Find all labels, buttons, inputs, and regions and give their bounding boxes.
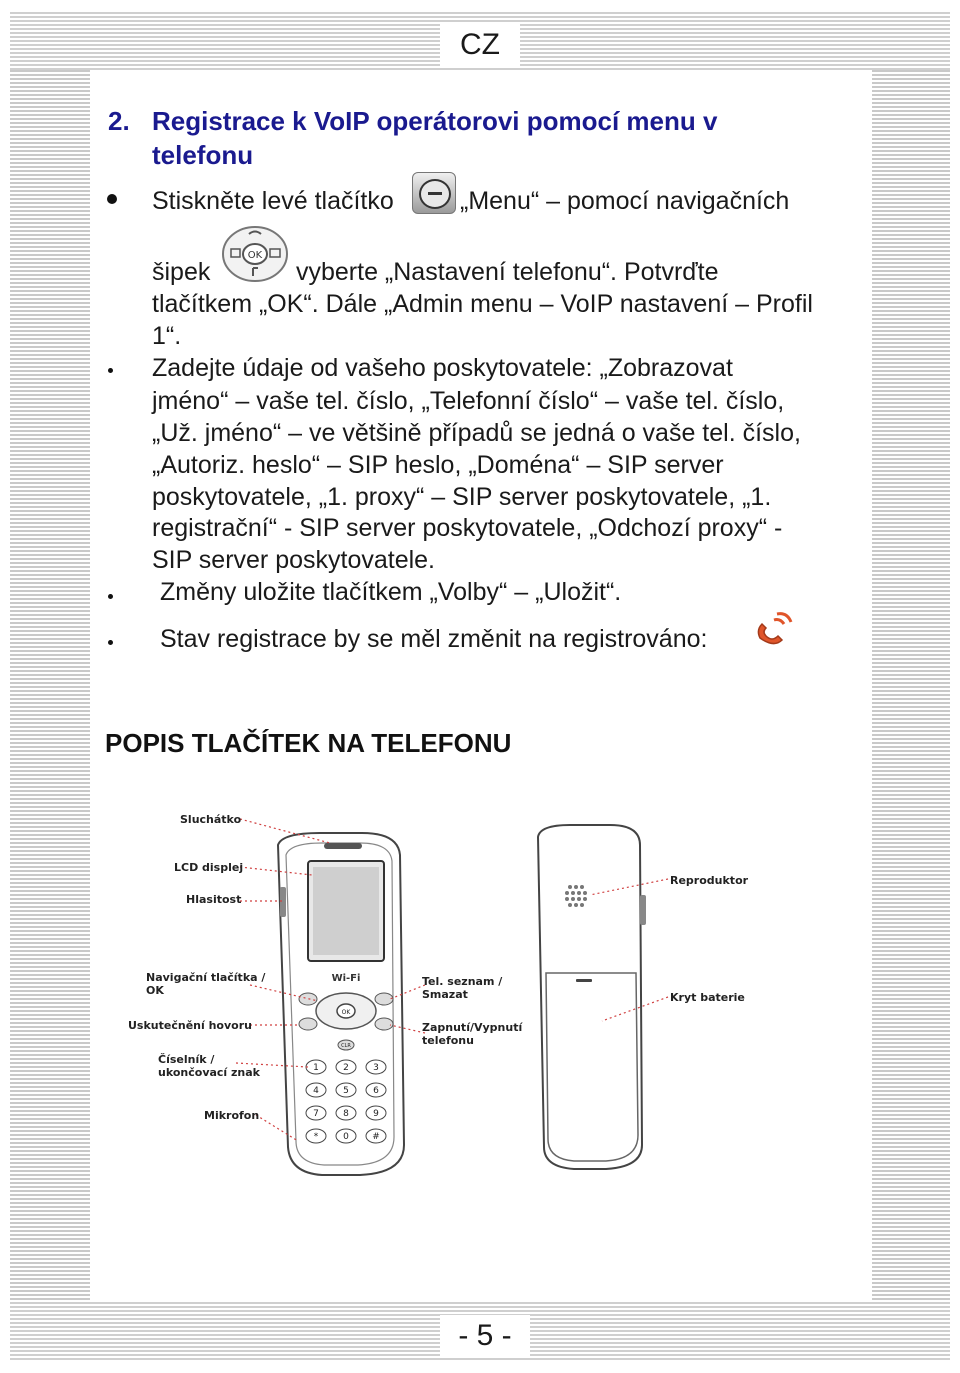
bullet1-line1a: Stiskněte levé tlačítko xyxy=(152,187,394,215)
back-phone-body xyxy=(538,825,642,1169)
bullet1-line2a: šipek xyxy=(152,258,211,286)
back-side-key xyxy=(640,895,646,925)
svg-text:7: 7 xyxy=(313,1109,319,1119)
callout-zapnuti-1: Zapnutí/Vypnutí xyxy=(422,1021,523,1034)
callout-navigace-1: Navigační tlačítka / xyxy=(146,971,266,984)
bullet1-line3: tlačítkem „OK“. Dále „Admin menu – VoIP nastavení – Profil xyxy=(152,290,813,318)
page-number: - 5 - xyxy=(440,1315,530,1357)
svg-text:2: 2 xyxy=(343,1063,349,1073)
svg-text:6: 6 xyxy=(373,1086,379,1096)
bullet2-line3: „Už. jméno“ – ve většině případů se jedná o vaše tel. číslo, xyxy=(152,419,801,447)
page-border-left xyxy=(10,70,90,1300)
svg-text:OK: OK xyxy=(247,250,263,261)
bullet1-line1b: „Menu“ – pomocí navigačních xyxy=(460,187,790,215)
earpiece xyxy=(324,843,362,849)
language-label: CZ xyxy=(440,22,520,68)
phone-diagram-drawing xyxy=(100,795,870,1185)
phone-buttons-title: POPIS TLAČÍTEK NA TELEFONU xyxy=(105,728,512,758)
wifi-label: Wi-Fi xyxy=(331,973,361,984)
callout-zapnuti-2: telefonu xyxy=(422,1034,474,1047)
callout-telseznam-2: Smazat xyxy=(422,988,468,1001)
right-softkey[interactable] xyxy=(375,993,393,1005)
svg-text:5: 5 xyxy=(343,1086,349,1096)
section-title: Registrace k VoIP operátorovi pomocí menu v telefonu xyxy=(152,106,718,170)
bullet-dot xyxy=(107,194,117,204)
volume-key xyxy=(280,887,286,917)
svg-text:*: * xyxy=(313,1132,319,1142)
bullet2-line1: Zadejte údaje od vašeho poskytovatele: „Zobrazovat xyxy=(152,354,733,382)
svg-text:9: 9 xyxy=(373,1109,379,1119)
call-key[interactable] xyxy=(299,1018,317,1030)
callout-sluchatko: Sluchátko xyxy=(180,813,242,826)
callout-hlasitost: Hlasitost xyxy=(186,893,242,906)
power-key[interactable] xyxy=(375,1018,393,1030)
bullet1-line4: 1“. xyxy=(152,322,182,350)
phone-diagram xyxy=(100,795,870,1185)
bullet4-text: Stav registrace by se měl změnit na registrováno: xyxy=(160,625,708,653)
left-softkey-icon xyxy=(412,172,456,214)
callout-lcd: LCD displej xyxy=(174,861,244,874)
bullet1-line2b: vyberte „Nastavení telefonu“. Potvrďte xyxy=(296,258,719,286)
bullet2-line7: SIP server poskytovatele. xyxy=(152,546,436,574)
bullet-dot xyxy=(108,594,113,599)
left-softkey[interactable] xyxy=(299,993,317,1005)
svg-text:4: 4 xyxy=(313,1086,319,1096)
svg-text:#: # xyxy=(372,1132,380,1142)
section-number: 2. xyxy=(108,106,130,136)
bullet-dot xyxy=(108,640,113,645)
svg-text:CLR: CLR xyxy=(341,1043,351,1049)
callout-kryt: Kryt baterie xyxy=(670,991,745,1004)
callout-uskutecneni: Uskutečnění hovoru xyxy=(128,1019,252,1032)
callout-telseznam-1: Tel. seznam / xyxy=(422,975,503,988)
registered-phone-icon xyxy=(752,608,794,650)
callout-ciselnik-2: ukončovací znak xyxy=(158,1066,261,1079)
bullet2-line5: poskytovatele, „1. proxy“ – SIP server poskytovatele, „1. xyxy=(152,483,772,511)
svg-text:1: 1 xyxy=(313,1063,319,1073)
svg-text:3: 3 xyxy=(373,1063,379,1073)
bullet2-line2: jméno“ – vaše tel. číslo, „Telefonní číslo“ – vaše tel. číslo, xyxy=(152,387,785,415)
callout-navigace-2: OK xyxy=(146,984,164,997)
navigation-keys-icon xyxy=(220,222,290,284)
page-border-right xyxy=(872,70,950,1300)
callout-mikrofon: Mikrofon xyxy=(204,1109,260,1122)
svg-text:0: 0 xyxy=(343,1132,349,1142)
callout-reproduktor: Reproduktor xyxy=(670,874,749,887)
svg-text:OK: OK xyxy=(341,1009,351,1016)
bullet-dot xyxy=(108,368,113,373)
callout-ciselnik-1: Číselník / xyxy=(158,1053,215,1066)
bullet3-text: Změny uložite tlačítkem „Volby“ – „Uložit“. xyxy=(160,578,622,606)
bullet2-line4: „Autoriz. heslo“ – SIP heslo, „Doména“ – SIP server xyxy=(152,451,724,479)
bullet2-line6: registrační“ - SIP server poskytovatele, „Odchozí proxy“ - xyxy=(152,514,783,542)
svg-text:8: 8 xyxy=(343,1109,349,1119)
